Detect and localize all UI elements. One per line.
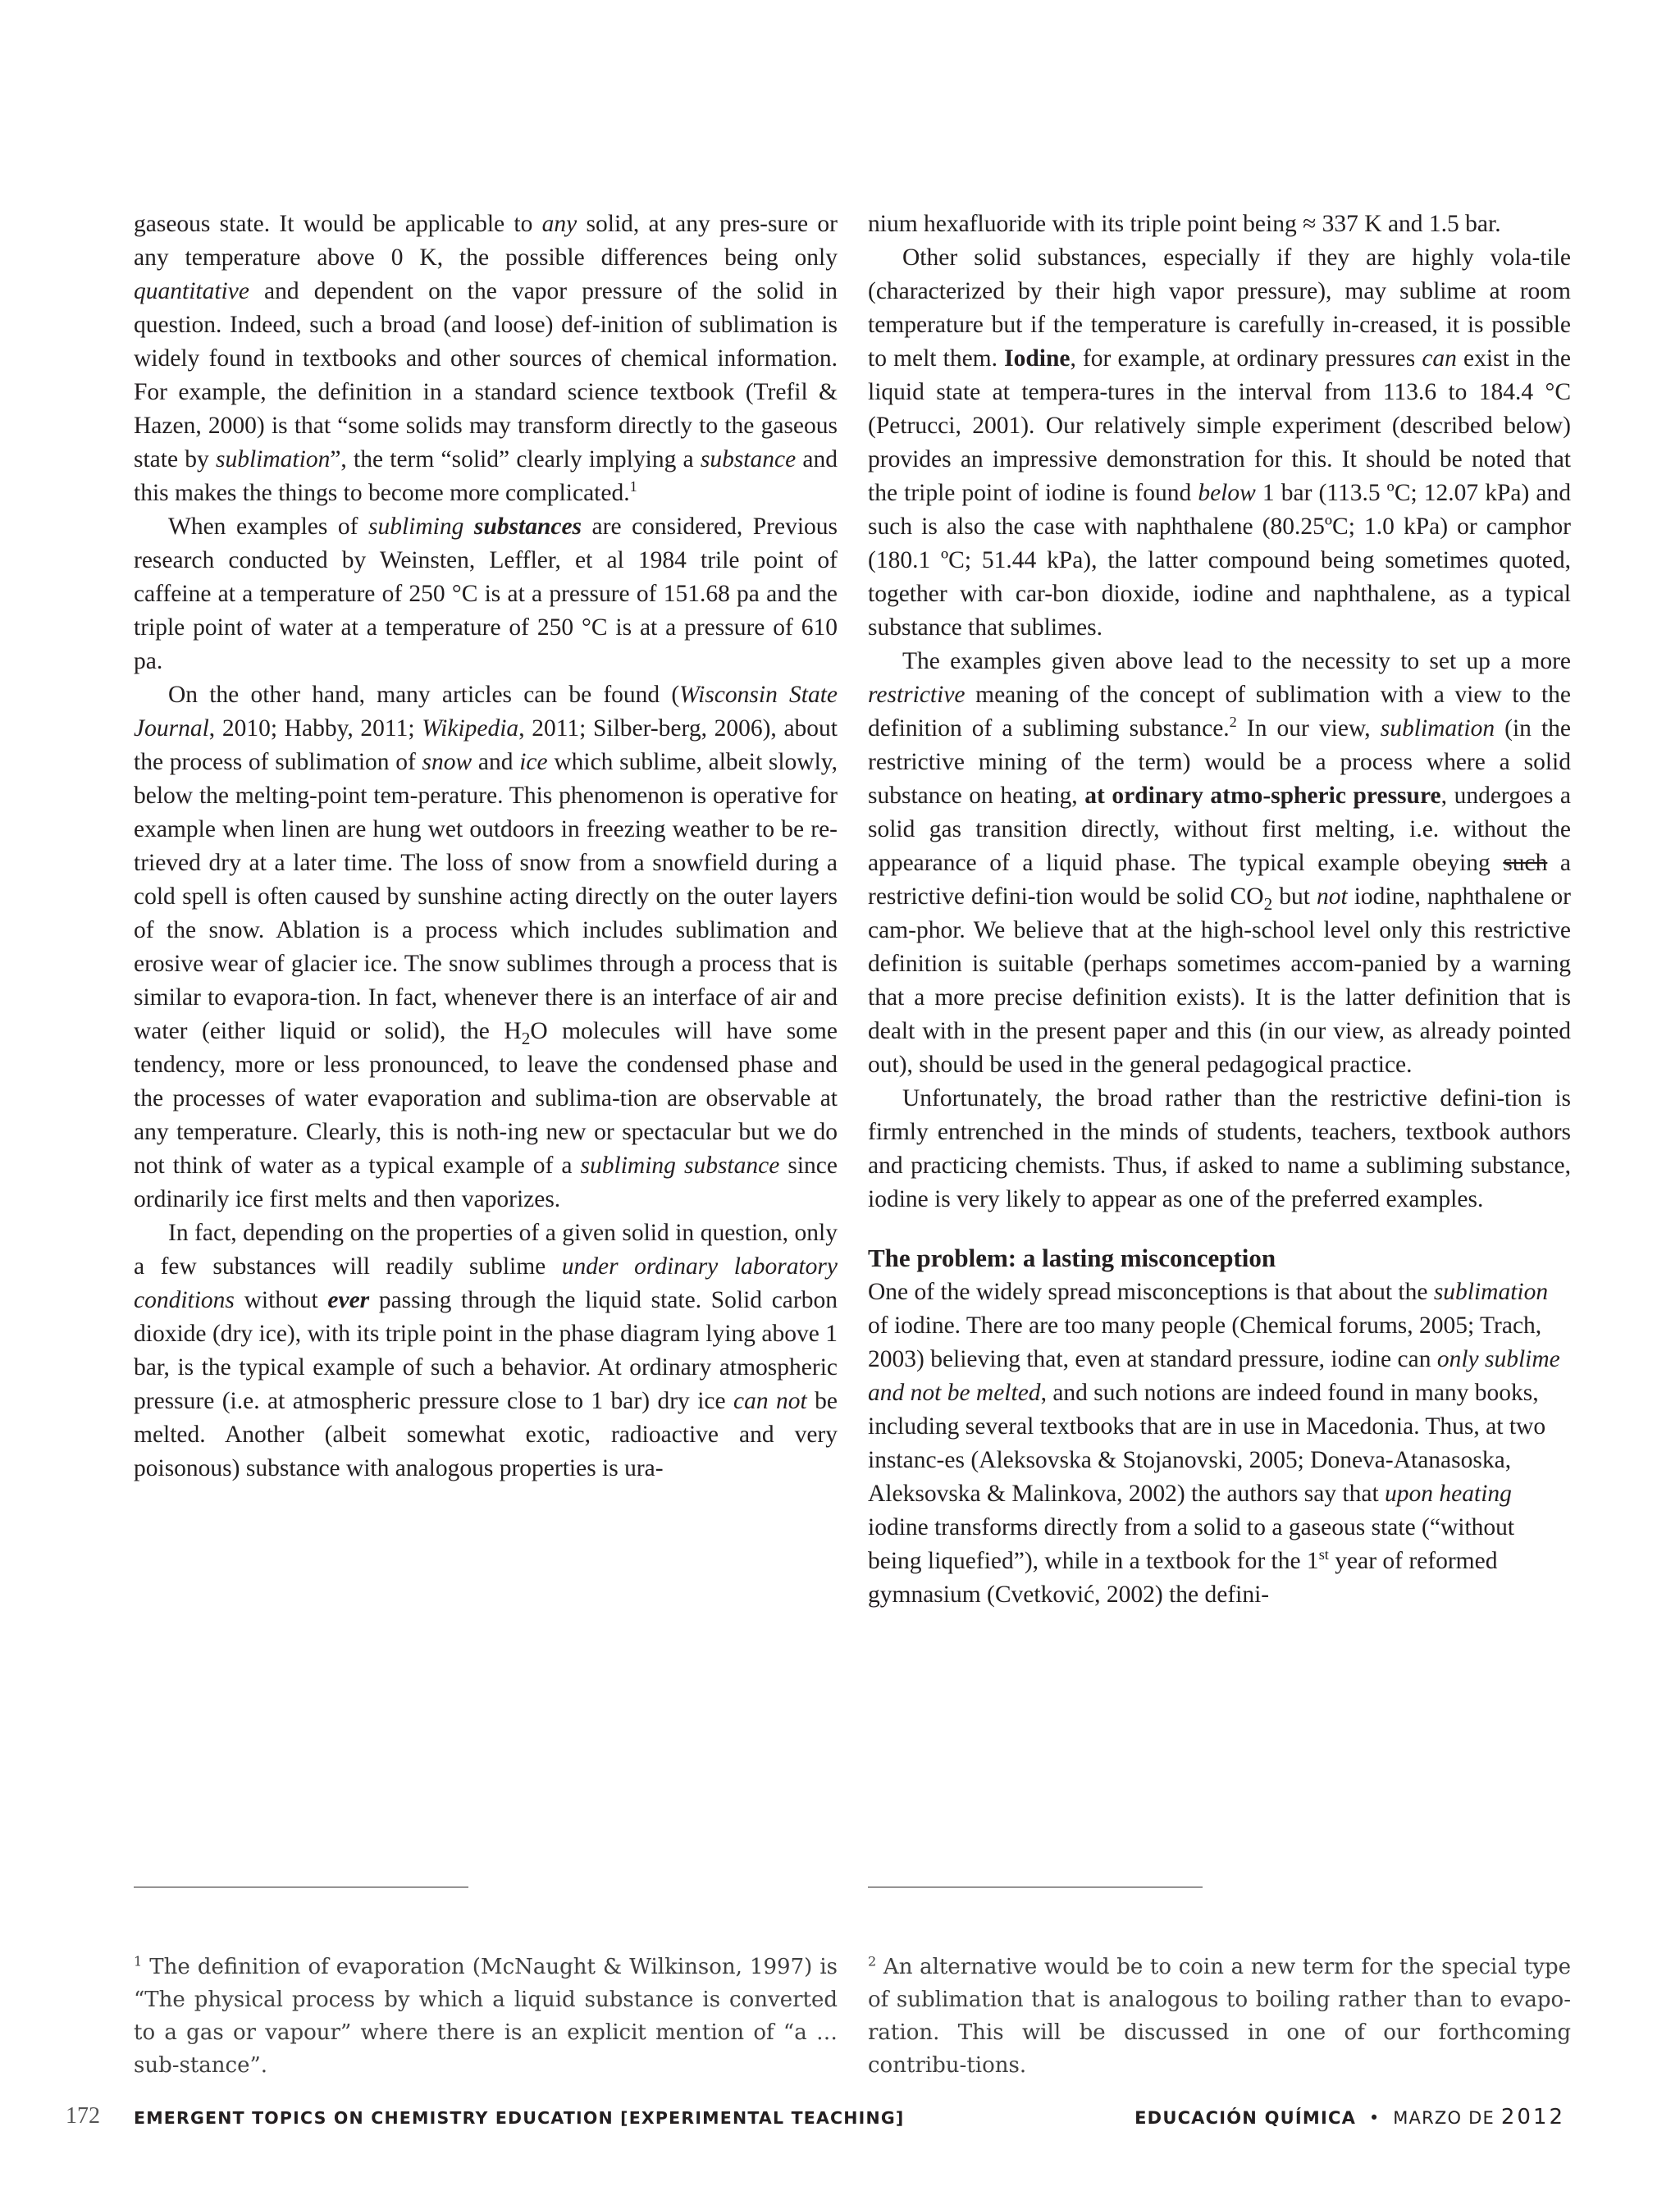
text-run: 1 bar (113.5 ºC; 12.07 kPa) and such is also the case with naphthalene (80.25ºC; 1.0 kPa) or camphor (180.1 ºC; 51.44 kPa), the latter compound being sometimes quoted, together with car-bon dioxide, iodine and naphthalene, as a typical substance that sublimes. (868, 480, 1571, 641)
text-run: substances (473, 513, 582, 540)
text-run (463, 513, 474, 540)
text-run: In fact, depending on the properties of a given solid in question, only a few substances will readily sublime (134, 1220, 838, 1280)
paragraph (868, 208, 1571, 241)
text-run: can (1422, 345, 1457, 372)
text-run: gaseous state. It would be applicable to (134, 211, 542, 237)
text-run: 2 (1263, 893, 1273, 914)
text-run: sublimation (216, 446, 331, 472)
text-run: 1 (629, 478, 637, 495)
text-run: , for example, at ordinary pressures (1070, 345, 1422, 372)
text-run: iodine, naphthalene or cam-phor. We believe that at the high-school level only this restrictive definition is suitable (perhaps sometimes accom-panied by a warning that a more precise definition exists). It is the latter definition that is dealt with in the present paper and this (in our view, as already pointed out), should be used in the general pedagogical practice. (868, 883, 1571, 1078)
text-run: An alternative would be to coin a new term for the special type of sublimation that is analogous to boiling rather than to evapo-ration. This will be discussed in one of our forthcoming contribu-tions. (868, 1955, 1571, 2078)
footnote-2 (868, 1951, 1571, 2082)
text-run: One of the widely spread misconceptions is that about the (868, 1279, 1434, 1305)
text-run: The examples given above lead to the necessity to set up a more (902, 648, 1571, 674)
footnote-1 (134, 1951, 838, 2082)
journal-name: EDUCACIÓN QUÍMICA (1134, 2108, 1357, 2128)
text-run: solid, at any pres-sure or any temperature above 0 K, the possible differences being only (134, 211, 838, 271)
text-run: can not (733, 1388, 807, 1414)
text-run: , 2010; Habby, 2011; (208, 715, 422, 742)
text-run: not (1316, 883, 1348, 910)
paragraph (868, 645, 1571, 1082)
text-run: at ordinary atmo-spheric pressure (1084, 783, 1441, 809)
text-run: 2 (868, 1953, 877, 1970)
text-run: Iodine (1004, 345, 1071, 372)
issue-year: 2012 (1500, 2105, 1565, 2129)
paragraph (868, 241, 1571, 645)
text-run: any (541, 211, 578, 237)
footer-bullet: • (1368, 2108, 1381, 2128)
text-run: since ordinarily ice first melts and then vaporizes. (134, 1152, 838, 1212)
text-run: snow (422, 749, 472, 775)
text-run: meaning of the concept of sublimation with a view to the definition of a subliming substance. (868, 682, 1571, 742)
text-run: When examples of (168, 513, 368, 540)
text-run: restrictive (868, 682, 966, 708)
text-run: year of reformed gymnasium (Cvetković, 2002) the defini- (868, 1548, 1498, 1608)
text-run: below (1198, 480, 1256, 506)
text-run: On the other hand, many articles can be found ( (168, 682, 680, 708)
text-run: upon heating (1385, 1481, 1512, 1507)
text-run: and dependent on the vapor pressure of the solid in question. Indeed, such a broad (and loose) def-inition of sublimation is widely found in textbooks and other sources of chemical information. For example, the definition in a standard science textbook (Trefil & Hazen, 2000) is that “some solids may transform directly to the gaseous state by (134, 278, 838, 472)
text-run: exist in the liquid state at tempera-tures in the interval from 113.6 to 184.4 °C (Petrucci, 2001). Our relatively simple experiment (described below) provides an impressive demonstration for this. It should be noted that the triple point of iodine is found (868, 345, 1571, 506)
journal-info (1134, 2105, 1565, 2129)
text-run: The definition of evaporation (McNaught & Wilkinson, 1997) is “The physical process by which a liquid substance is converted to a gas or vapour” where there is an explicit mention of “a … sub-stance”. (134, 1955, 838, 2078)
text-run: Unfortunately, the broad rather than the restrictive defini-tion is firmly entrenched in the minds of students, teachers, textbook authors and practicing chemists. Thus, if asked to name a subliming substance, iodine is very likely to appear as one of the preferred examples. (868, 1085, 1571, 1212)
text-run: 2 (1229, 714, 1237, 731)
text-run: under ordinary laboratory conditions (134, 1253, 838, 1313)
text-run: O molecules will have some tendency, more or less pronounced, to leave the condensed phase and the processes of water evaporation and sublima-tion are observable at any temperature. Clearly, this is noth-ing new or spectacular but we do not think of water as a typical example of a (134, 1018, 838, 1179)
text-run: sublimation (1380, 715, 1495, 742)
text-run: without (234, 1287, 328, 1313)
text-run: Other solid substances, especially if they are highly vola-tile (characterized by their high vapor pressure), may sublime at room temperature but if the temperature is carefully in-creased, it is possible to melt them. (868, 244, 1571, 372)
text-run: sublimation (1433, 1279, 1549, 1305)
text-run: (in the restrictive mining of the term) would be a process where a solid substance on heating, (868, 715, 1571, 809)
text-run: , and such notions are indeed found in many books, including several textbooks that are in use in Macedonia. Thus, at two instanc-es (Aleksovska & Stojanovski, 2005; Doneva-Atanasoska, Aleksovska & Malinkova, 2002) the authors say that (868, 1380, 1546, 1507)
text-run: quantitative (134, 278, 249, 304)
paragraph (134, 1216, 838, 1486)
text-run: subliming (368, 513, 464, 540)
text-run: but (1272, 883, 1317, 910)
text-run: be melted. Another (albeit somewhat exotic, radioactive and very poisonous) substance with analogous properties is ura- (134, 1388, 838, 1481)
paragraph (134, 678, 838, 1216)
text-run: only sublime and not be melted (868, 1346, 1560, 1406)
page-number: 172 (66, 2103, 100, 2129)
text-run: , 2011; Silber-berg, 2006), about the process of sublimation of (134, 715, 838, 775)
text-run: and this makes the things to become more complicated. (134, 446, 838, 506)
text-run: 2 (521, 1028, 531, 1048)
text-run: nium hexafluoride with its triple point being ≈ 337 K and 1.5 bar. (868, 211, 1501, 237)
text-run: of iodine. There are too many people (Chemical forums, 2005; Trach, 2003) believing that, even at standard pressure, iodine can (868, 1312, 1542, 1372)
text-run: a restrictive defini-tion would be solid CO (868, 850, 1572, 910)
text-run: which sublime, albeit slowly, below the melting-point tem-perature. This phenomenon is operative for example when linen are hung wet outdoors in freezing weather to be re-trieved dry at a later time. The loss of snow from a snowfield during a cold spell is often caused by sunshine acting directly on the outer layers of the snow. Ablation is a process which includes sublimation and erosive wear of glacier ice. The snow sublimes through a process that is similar to evapora-tion. In fact, whenever there is an interface of air and water (either liquid or solid), the H (134, 749, 838, 1044)
text-run: passing through the liquid state. Solid carbon dioxide (dry ice), with its triple point in the phase diagram lying above 1 bar, is the typical example of such a behavior. At ordinary atmospheric pressure (i.e. at atmospheric pressure close to 1 bar) dry ice (134, 1287, 838, 1414)
text-run: st (1318, 1546, 1329, 1563)
paragraph (134, 208, 838, 510)
issue-date: MARZO DE (1393, 2108, 1495, 2128)
paragraph (868, 1276, 1571, 1612)
text-run: ever (327, 1287, 370, 1313)
paragraph (134, 510, 838, 678)
text-run: ”, the term “solid” clearly implying a (330, 446, 701, 472)
text-run: are considered, Previous research conducted by Weinsten, Leffler, et al 1984 trile point of caffeine at a temperature of 250 °C is at a pressure of 151.68 pa and the triple point of water at a temperature of 250 °C is at a pressure of 610 pa. (134, 513, 838, 674)
text-run: substance (700, 446, 797, 472)
text-run: ice (519, 749, 548, 775)
text-run: , undergoes a solid gas transition directly, without first melting, i.e. without the appearance of a liquid phase. The typical example obeying (868, 783, 1571, 876)
right-column (868, 208, 1571, 1612)
text-run: 1 (134, 1953, 143, 1970)
text-run: and (472, 749, 520, 775)
series-title: EMERGENT TOPICS ON CHEMISTRY EDUCATION [EXPERIMENTAL TEACHING] (134, 2108, 905, 2128)
page-footer (0, 2103, 1680, 2136)
section-heading: The problem: a lasting misconception (868, 1244, 1276, 1272)
text-run: subliming substance (580, 1152, 780, 1179)
text-run: Wisconsin State Journal (134, 682, 838, 742)
text-run: such (1503, 850, 1548, 876)
left-column (134, 208, 838, 1486)
text-run: iodine transforms directly from a solid to a gaseous state (“without being liquefied”), while in a textbook for the 1 (868, 1514, 1515, 1574)
text-run: Wikipedia (422, 715, 519, 742)
paragraph (868, 1082, 1571, 1216)
text-run: In our view, (1236, 715, 1381, 742)
